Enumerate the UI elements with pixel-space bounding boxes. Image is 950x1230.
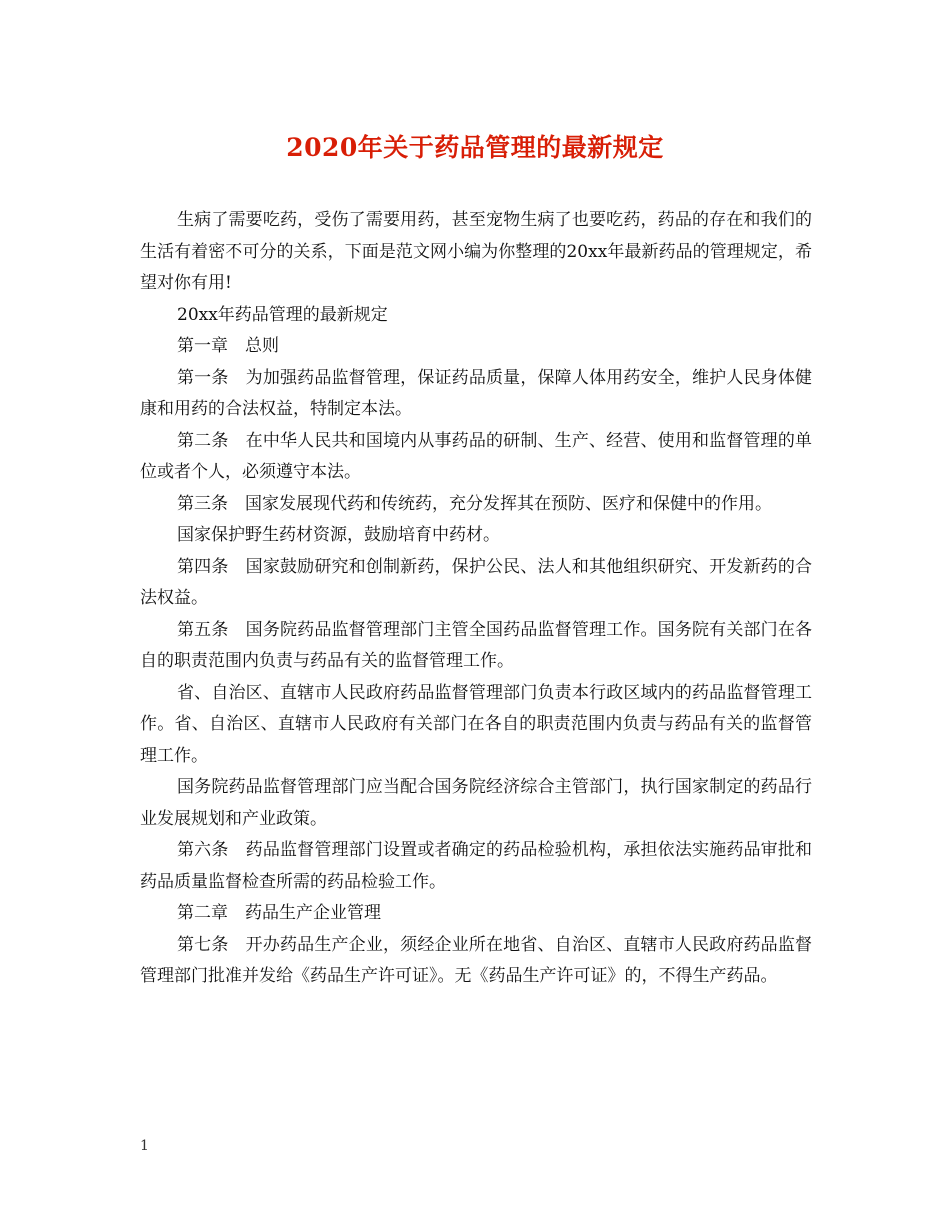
article-6: 第六条 药品监督管理部门设置或者确定的药品检验机构，承担依法实施药品审批和药品质量监督检查所需的药品检验工作。 [140, 840, 812, 892]
article-1: 第一条 为加强药品监督管理，保证药品质量，保障人体用药安全，维护人民身体健康和用药的合法权益，特制定本法。 [140, 367, 812, 419]
article-5-provincial: 省、自治区、直辖市人民政府药品监督管理部门负责本行政区域内的药品监督管理工作。省、自治区、直辖市人民政府有关部门在各自的职责范围内负责与药品有关的监督管理工作。 [140, 682, 812, 766]
document-title: 2020年关于药品管理的最新规定 [286, 133, 664, 162]
article-7: 第七条 开办药品生产企业，须经企业所在地省、自治区、直辖市人民政府药品监督管理部门批准并发给《药品生产许可证》。无《药品生产许可证》的，不得生产药品。 [140, 934, 812, 986]
page-number: 1 [140, 1138, 149, 1154]
article-4: 第四条 国家鼓励研究和创制新药，保护公民、法人和其他组织研究、开发新药的合法权益。 [140, 556, 812, 608]
article-2: 第二条 在中华人民共和国境内从事药品的研制、生产、经营、使用和监督管理的单位或者个人，必须遵守本法。 [140, 430, 812, 482]
article-5-state-council: 国务院药品监督管理部门应当配合国务院经济综合主管部门，执行国家制定的药品行业发展规划和产业政策。 [140, 777, 812, 829]
chapter-1-heading: 第一章 总则 [177, 336, 279, 356]
article-3-continued: 国家保护野生药材资源，鼓励培育中药材。 [177, 525, 500, 545]
article-5: 第五条 国务院药品监督管理部门主管全国药品监督管理工作。国务院有关部门在各自的职责范围内负责与药品有关的监督管理工作。 [140, 619, 812, 671]
paragraph-intro: 生病了需要吃药，受伤了需要用药，甚至宠物生病了也要吃药，药品的存在和我们的生活有着密不可分的关系，下面是范文网小编为你整理的20xx年最新药品的管理规定，希望对你有用! [140, 210, 812, 293]
chapter-2-heading: 第二章 药品生产企业管理 [177, 903, 381, 923]
document-body [140, 205, 812, 993]
paragraph-subtitle: 20xx年药品管理的最新规定 [177, 304, 388, 325]
article-3: 第三条 国家发展现代药和传统药，充分发挥其在预防、医疗和保健中的作用。 [177, 493, 772, 514]
